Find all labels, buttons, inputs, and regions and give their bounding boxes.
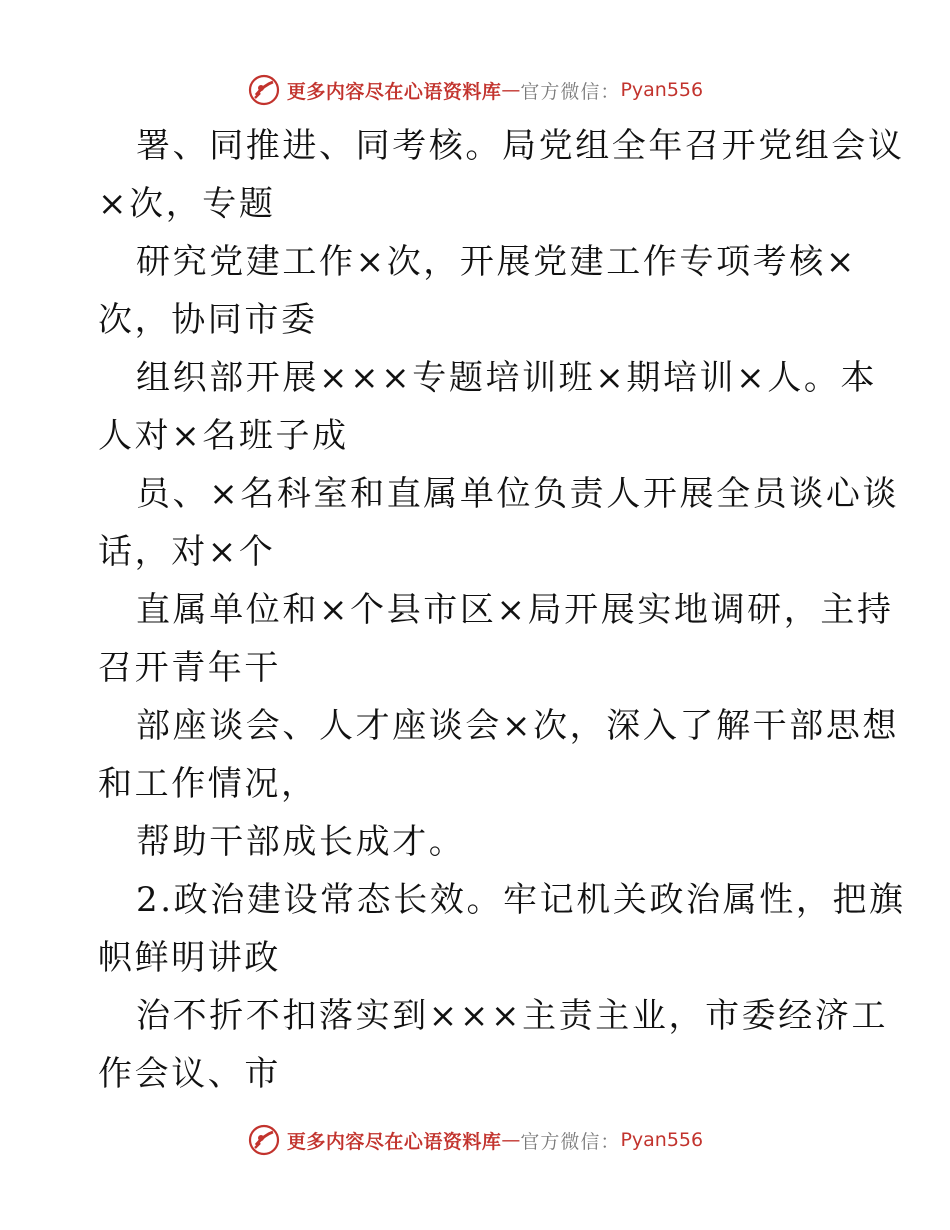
text-line: 部座谈会、人才座谈会×次，深入了解干部思想 [136,706,900,746]
text-line: 和工作情况， [98,764,318,804]
text-line: 帜鲜明讲政 [98,938,281,978]
watermark-contact: Pyan556 [620,1129,704,1151]
text-line: 直属单位和×个县市区×局开展实地调研，主持 [136,590,894,630]
footer-watermark [0,1120,950,1160]
text-line: 帮助干部成长成才。 [136,822,466,862]
paragraph [98,871,906,987]
paragraph [98,581,894,697]
text-line: 作会议、市 [98,1054,281,1094]
text-line: 署、同推进、同考核。局党组全年召开党组会议 [136,126,905,166]
text-line: 话，对×个 [98,532,276,572]
text-line: 员、×名科室和直属单位负责人开展全员谈心谈 [136,474,900,514]
text-line: 治不折不扣落实到×××主责主业，市委经济工 [136,996,889,1036]
watermark-dash: — [501,1129,521,1151]
text-line: 2.政治建设常态长效。牢记机关政治属性，把旗 [136,880,906,920]
text-line: 次，协同市委 [98,300,318,340]
paragraph [98,987,889,1103]
paragraph [98,349,878,465]
text-line: 召开青年干 [98,648,281,688]
watermark-label: 官方微信： [520,1130,621,1153]
text-line: 组织部开展×××专题培训班×期培训×人。本 [136,358,878,398]
paragraph [98,813,858,871]
paragraph [98,697,900,813]
text-line: ×次，专题 [98,184,276,224]
paragraph [98,233,858,349]
book-pen-icon [247,73,281,107]
watermark-site: 更多内容尽在心语资料库 [286,1130,502,1153]
watermark-dash: — [501,79,521,101]
paragraph [98,117,905,233]
paragraph [98,465,900,581]
watermark-site: 更多内容尽在心语资料库 [286,80,502,103]
document-body [98,117,906,1103]
book-pen-icon [247,1123,281,1157]
header-watermark [0,70,950,110]
watermark-contact: Pyan556 [620,79,704,101]
text-line: 研究党建工作×次，开展党建工作专项考核× [136,242,857,282]
text-line: 人对×名班子成 [98,416,349,456]
watermark-label: 官方微信： [520,80,621,103]
